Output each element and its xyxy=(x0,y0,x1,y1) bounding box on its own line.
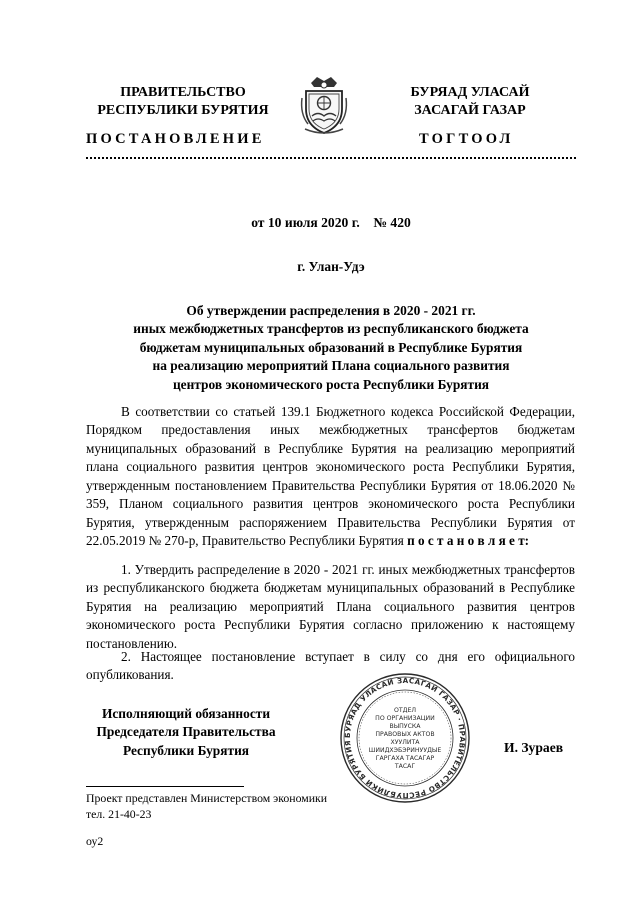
title-line: иных межбюджетных трансфертов из республиканского бюджета xyxy=(133,321,529,337)
footer-divider xyxy=(86,786,244,787)
position-line: Исполняющий обязанности xyxy=(101,706,271,721)
date-number-line: от 10 июля 2020 г. № 420 xyxy=(251,215,411,230)
preamble-text: В соответствии со статьей 139.1 Бюджетного кодекса Российской Федерации, Порядком предоставления иных межбюджетных трансфертов бюджетам муниципальных образований в Республике Бурятия на реализацию мероприятий плана социального развития центров экономического роста Республики Бурятия, утвержденным постановлением Правительства Республики Бурятия от 18.06.2020 № 359, Планом социального развития центров экономического роста Республики Бурятия, утвержденным распоряжением Правительства Республики Бурятия от 22.05.2019 № 270-р, Правительство Республики Бурятия xyxy=(86,404,575,549)
seal-inner-line: ШИИДХЭБЭРИНУУДЫЕ xyxy=(368,747,442,754)
header-left-line2: РЕСПУБЛИКИ БУРЯТИЯ xyxy=(97,103,269,118)
item-2-paragraph xyxy=(86,648,575,685)
header-right-line1: БУРЯАД УЛАСАЙ xyxy=(410,85,530,100)
document-title xyxy=(86,302,576,394)
coat-of-arms-emblem xyxy=(299,74,349,136)
seal-inner-line: ХУУЛИТА xyxy=(390,739,420,746)
footer-phone: тел. 21-40-23 xyxy=(86,807,152,821)
item-2-text: 2. Настоящее постановление вступает в силу со дня его официального опубликования. xyxy=(86,649,575,683)
header-right xyxy=(370,84,570,120)
item-1-paragraph xyxy=(86,561,575,653)
preamble-resolves: п о с т а н о в л я е т: xyxy=(407,533,530,549)
seal-ring-text: БУРЯАД УЛАСАЙ ЗАСАГАЙ ГАЗАР · ПРАВИТЕЛЬСТВО РЕСПУБЛИКИ БУРЯТИЯ xyxy=(342,675,468,801)
doc-type-left: ПОСТАНОВЛЕНИЕ xyxy=(86,131,265,147)
title-line: Об утверждении распределения в 2020 - 2021 гг. xyxy=(186,303,476,318)
title-line: на реализацию мероприятий Плана социального развития xyxy=(152,358,510,374)
header-left xyxy=(88,84,278,120)
header-right-line2: ЗАСАГАЙ ГАЗАР xyxy=(414,103,526,118)
footer-prepared-by: Проект представлен Министерством экономики xyxy=(86,791,328,805)
seal-inner-line: ВЫПУСКА xyxy=(389,723,421,730)
doc-type-right: ТОГТООЛ xyxy=(419,131,514,147)
city-line: г. Улан-Удэ xyxy=(297,259,365,274)
footer-code: оу2 xyxy=(86,834,104,848)
seal-inner-line: ПО ОРГАНИЗАЦИИ xyxy=(375,715,435,722)
header-left-line1: ПРАВИТЕЛЬСТВО xyxy=(120,85,246,100)
preamble-paragraph xyxy=(86,403,575,551)
seal-inner-line: ПРАВОВЫХ АКТОВ xyxy=(375,731,435,738)
seal-inner-line: ГАРГАХА ТАСАГАР xyxy=(375,755,435,762)
signatory-name: И. Зураев xyxy=(504,740,564,755)
item-1-text: 1. Утвердить распределение в 2020 - 2021 гг. иных межбюджетных трансфертов из республиканского бюджета бюджетам муниципальных образований в Республике Бурятия на реализацию мероприятий Плана социального развития центров экономического роста Республики Бурятия согласно приложению к настоящему постановлению. xyxy=(86,562,575,651)
signatory-position xyxy=(86,705,286,760)
title-line: бюджетам муниципальных образований в Республике Бурятия xyxy=(139,339,523,355)
seal-inner-line: ТАСАГ xyxy=(394,763,416,770)
official-seal xyxy=(337,670,473,806)
title-line: центров экономического роста Республики Бурятия xyxy=(172,376,490,392)
header-divider xyxy=(86,157,576,159)
position-line: Председателя Правительства xyxy=(96,724,276,740)
position-line: Республики Бурятия xyxy=(122,742,250,758)
seal-inner-line: ОТДЕЛ xyxy=(393,707,417,714)
